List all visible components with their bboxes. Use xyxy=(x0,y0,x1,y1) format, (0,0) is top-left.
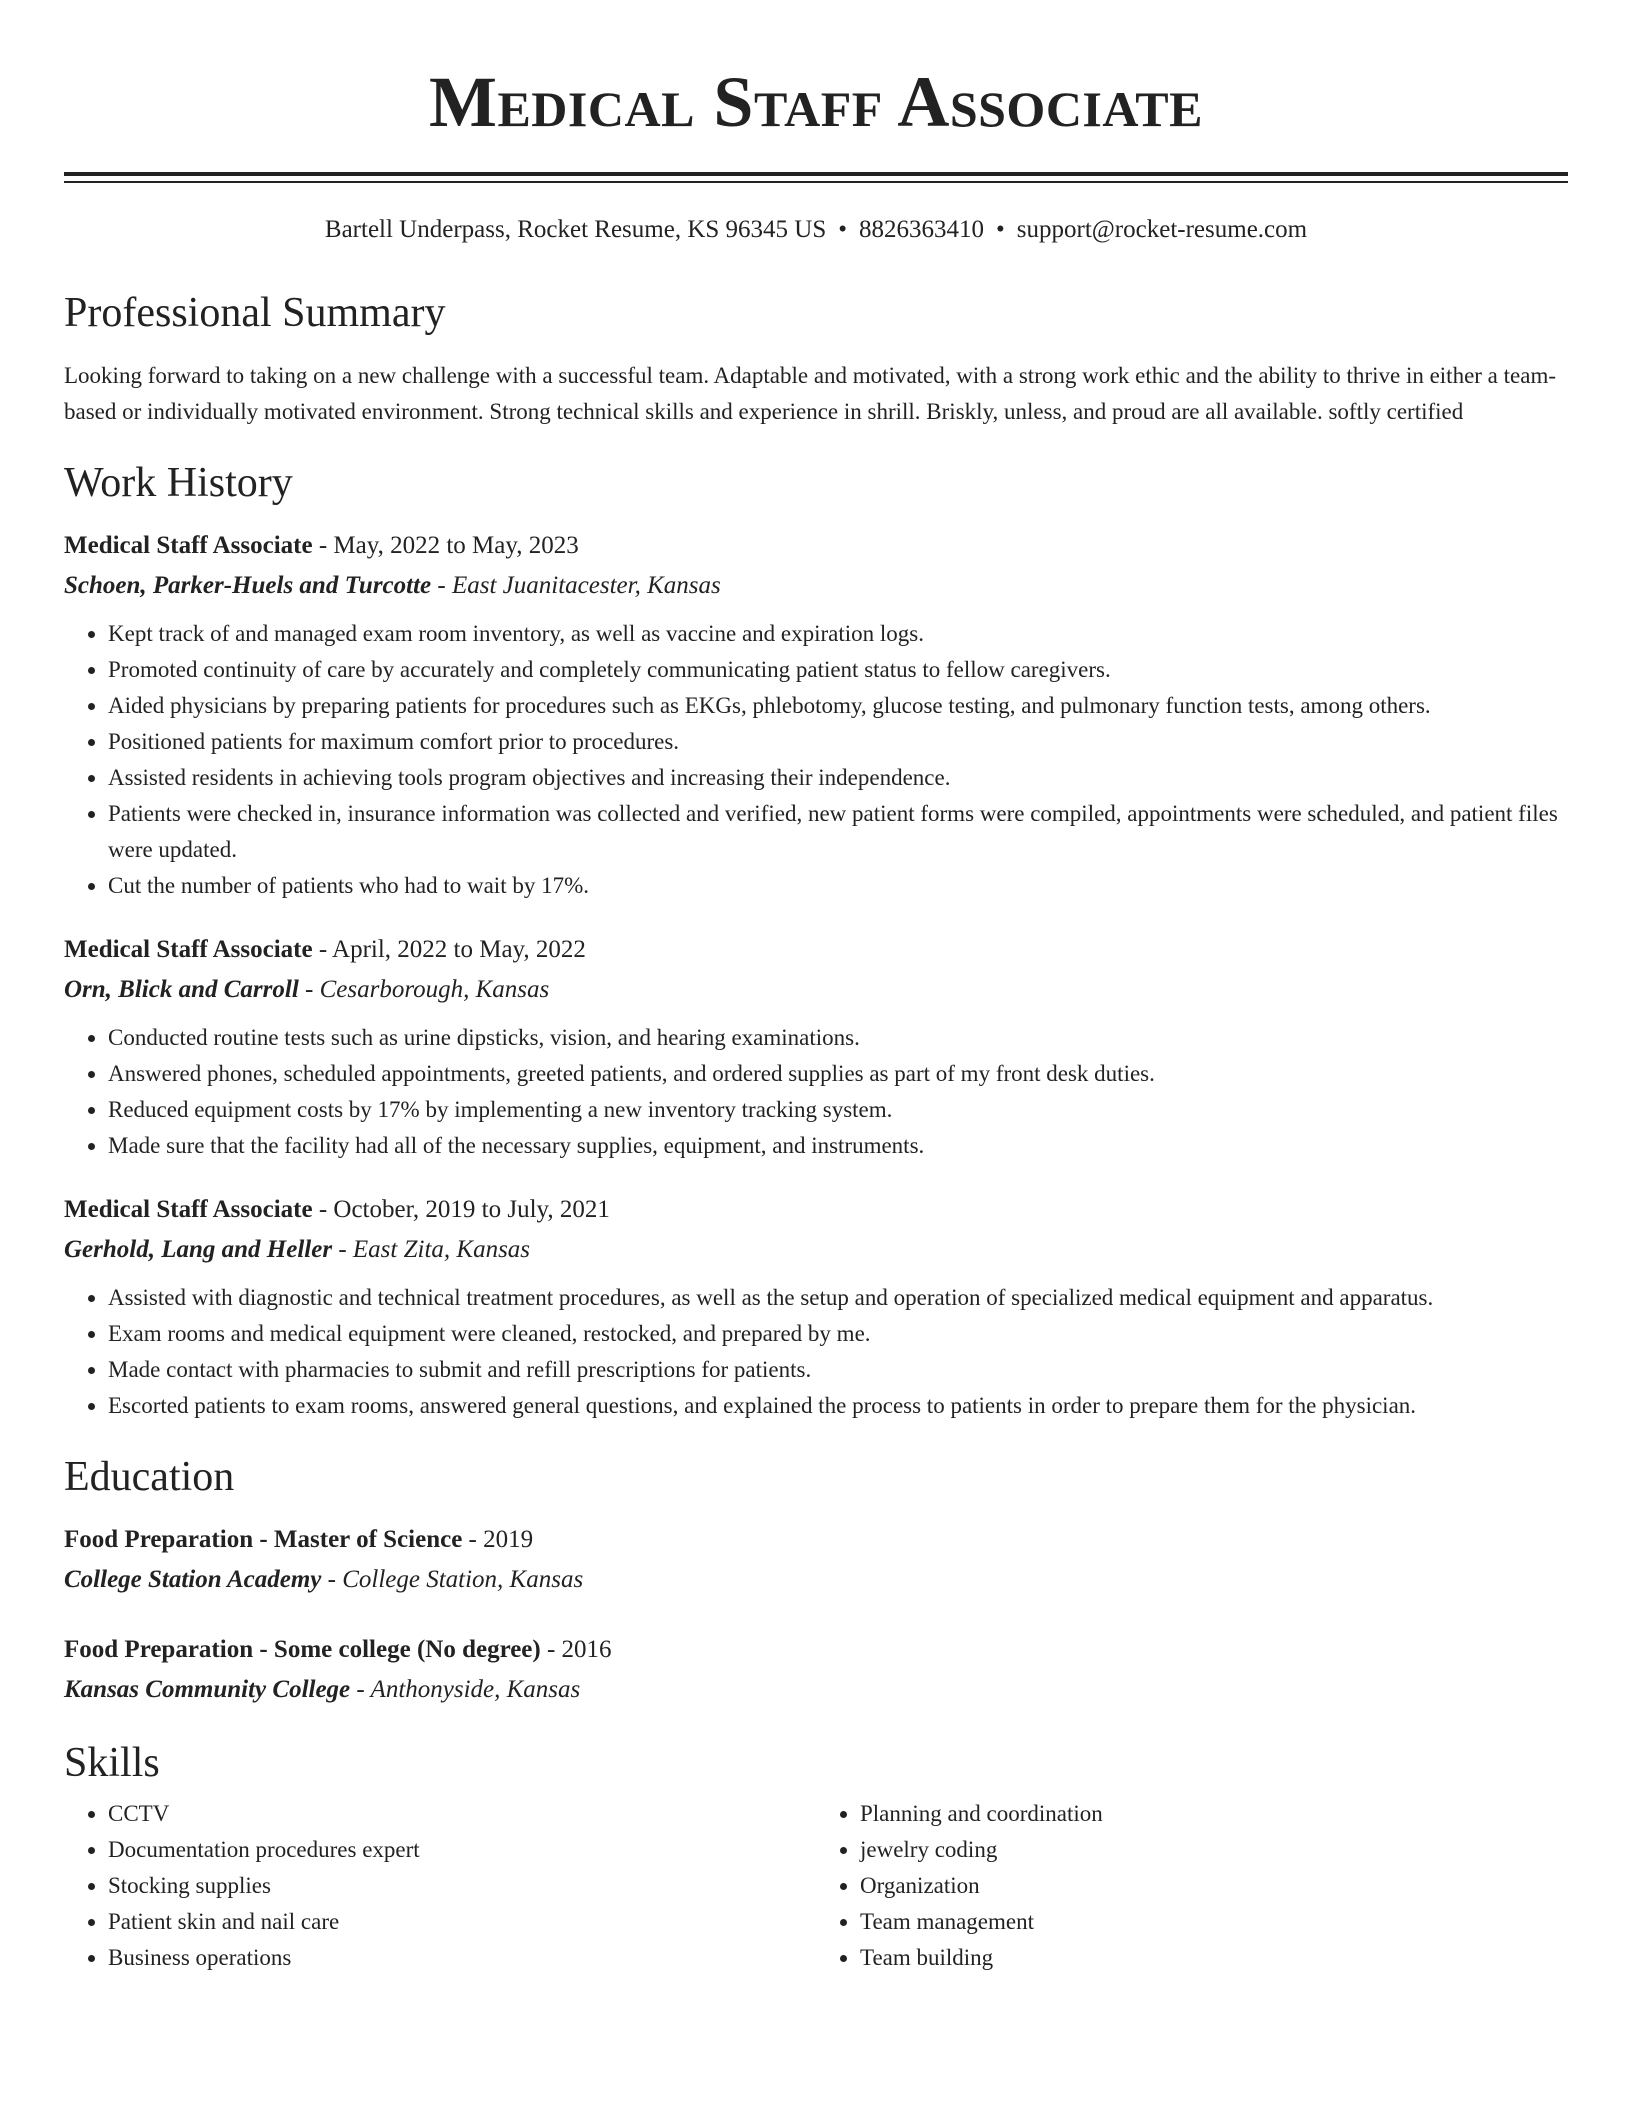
work-section xyxy=(64,462,1568,1424)
list-item: • Escorted patients to exam rooms, answered general questions, and explained the process to patients in order to prepare them for the physician. xyxy=(108,1388,1568,1424)
list-item: • Patient skin and nail care xyxy=(108,1904,816,1940)
header-rule-thin xyxy=(64,181,1568,183)
job-company-line xyxy=(64,970,1568,1010)
job-bullets xyxy=(64,616,1568,904)
job-entry xyxy=(64,930,1568,1164)
list-item: • Assisted with diagnostic and technical treatment procedures, as well as the setup and operation of specialized medical equipment and apparatus. xyxy=(108,1280,1568,1316)
resume-name: Medical Staff Associate xyxy=(428,62,1203,142)
job-title: Medical Staff Associate xyxy=(64,936,313,963)
job-dates: - April, 2022 to May, 2022 xyxy=(312,936,586,963)
job-dates: - October, 2019 to July, 2021 xyxy=(312,1196,610,1223)
education-school: Kansas Community College xyxy=(64,1676,351,1703)
job-title-line xyxy=(64,930,1568,970)
job-bullets xyxy=(64,1020,1568,1164)
skills-heading: Skills xyxy=(64,1740,160,1786)
education-heading: Education xyxy=(64,1454,235,1500)
education-location: - Anthonyside, Kansas xyxy=(350,1676,581,1703)
list-item: • Conducted routine tests such as urine dipsticks, vision, and hearing examinations. xyxy=(108,1020,1568,1056)
work-heading: Work History xyxy=(64,460,293,506)
education-degree-line xyxy=(64,1520,1568,1560)
list-item: • Patients were checked in, insurance information was collected and verified, new patient forms were compiled, appointments were scheduled, and patient files were updated. xyxy=(108,796,1568,868)
education-school-line xyxy=(64,1560,1568,1600)
summary-text: Looking forward to taking on a new challenge with a successful team. Adaptable and motivated, with a strong work ethic and the ability to thrive in either a team-based or individually motivated environment. Strong technical skills and experience in shrill. Briskly, unless, and proud are all available. softly certified xyxy=(64,363,1557,424)
header-rule-thick xyxy=(64,172,1568,176)
list-item: • Exam rooms and medical equipment were cleaned, restocked, and prepared by me. xyxy=(108,1316,1568,1352)
education-entry xyxy=(64,1630,1568,1710)
list-item: • Reduced equipment costs by 17% by implementing a new inventory tracking system. xyxy=(108,1092,1568,1128)
list-item: • Promoted continuity of care by accurately and completely communicating patient status to fellow caregivers. xyxy=(108,652,1568,688)
job-dates: - May, 2022 to May, 2023 xyxy=(312,532,579,559)
education-entry xyxy=(64,1520,1568,1600)
education-year: - 2019 xyxy=(462,1526,534,1553)
list-item: • Stocking supplies xyxy=(108,1868,816,1904)
skills-columns xyxy=(64,1796,1568,1976)
list-item: • Team building xyxy=(860,1940,1568,1976)
skills-list-left xyxy=(64,1796,816,1976)
education-location: - College Station, Kansas xyxy=(321,1566,584,1593)
education-degree: Food Preparation - Some college (No degree) xyxy=(64,1636,541,1663)
list-item: • Answered phones, scheduled appointments, greeted patients, and ordered supplies as part of my front desk duties. xyxy=(108,1056,1568,1092)
job-company-line xyxy=(64,1230,1568,1270)
job-title-line xyxy=(64,1190,1568,1230)
education-degree: Food Preparation - Master of Science xyxy=(64,1526,463,1553)
job-entry xyxy=(64,526,1568,904)
skills-section xyxy=(64,1742,1568,1976)
job-company-line xyxy=(64,566,1568,606)
skills-list-right xyxy=(816,1796,1568,1976)
list-item: • Aided physicians by preparing patients for procedures such as EKGs, phlebotomy, glucose testing, and pulmonary function tests, among others. xyxy=(108,688,1568,724)
education-school: College Station Academy xyxy=(64,1566,322,1593)
contact-email[interactable]: support@rocket-resume.com xyxy=(1016,216,1308,243)
list-item: • CCTV xyxy=(108,1796,816,1832)
job-title: Medical Staff Associate xyxy=(64,532,313,559)
job-company: Gerhold, Lang and Heller xyxy=(64,1236,333,1263)
list-item: • Made sure that the facility had all of the necessary supplies, equipment, and instruments. xyxy=(108,1128,1568,1164)
summary-heading: Professional Summary xyxy=(64,290,446,336)
list-item: • Team management xyxy=(860,1904,1568,1940)
list-item: • Business operations xyxy=(108,1940,816,1976)
education-school-line xyxy=(64,1670,1568,1710)
education-year: - 2016 xyxy=(540,1636,612,1663)
job-location: - East Zita, Kansas xyxy=(332,1236,531,1263)
list-item: • Documentation procedures expert xyxy=(108,1832,816,1868)
job-company: Orn, Blick and Carroll xyxy=(64,976,299,1003)
job-bullets xyxy=(64,1280,1568,1424)
contact-separator: • xyxy=(838,216,848,243)
job-company: Schoen, Parker-Huels and Turcotte xyxy=(64,572,432,599)
list-item: • Kept track of and managed exam room inventory, as well as vaccine and expiration logs. xyxy=(108,616,1568,652)
education-section xyxy=(64,1456,1568,1710)
list-item: • Cut the number of patients who had to wait by 17%. xyxy=(108,868,1568,904)
list-item: • Planning and coordination xyxy=(860,1796,1568,1832)
list-item: • jewelry coding xyxy=(860,1832,1568,1868)
contact-phone: 8826363410 xyxy=(859,216,985,243)
contact-line xyxy=(64,217,1568,242)
job-entry xyxy=(64,1190,1568,1424)
list-item: • Organization xyxy=(860,1868,1568,1904)
job-location: - East Juanitacester, Kansas xyxy=(431,572,721,599)
list-item: • Made contact with pharmacies to submit and refill prescriptions for patients. xyxy=(108,1352,1568,1388)
contact-separator: • xyxy=(996,216,1005,243)
job-title-line xyxy=(64,526,1568,566)
contact-address: Bartell Underpass, Rocket Resume, KS 96345 US xyxy=(324,216,827,243)
education-degree-line xyxy=(64,1630,1568,1670)
list-item: • Assisted residents in achieving tools program objectives and increasing their independence. xyxy=(108,760,1568,796)
summary-section xyxy=(64,292,1568,430)
job-location: - Cesarborough, Kansas xyxy=(298,976,550,1003)
job-title: Medical Staff Associate xyxy=(64,1196,313,1223)
list-item: • Positioned patients for maximum comfort prior to procedures. xyxy=(108,724,1568,760)
